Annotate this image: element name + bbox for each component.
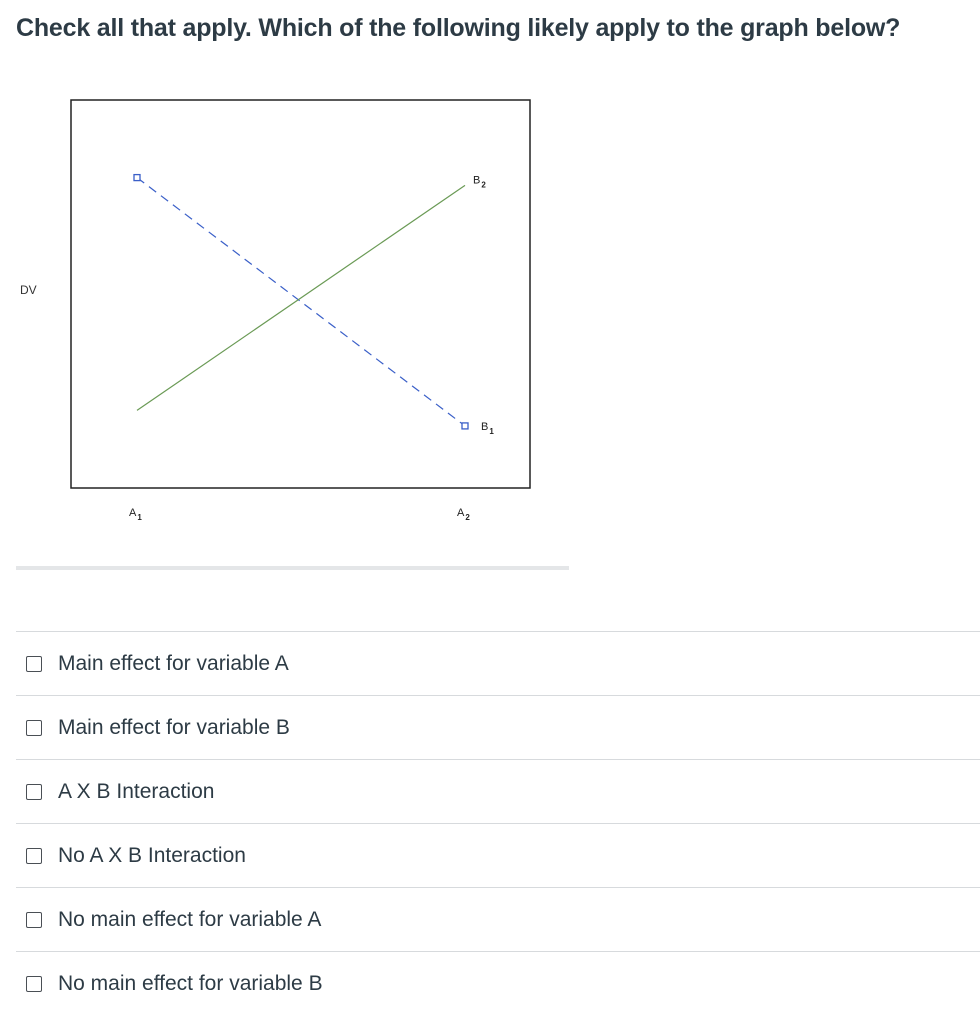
series-marker-b1-2: [462, 423, 468, 429]
y-axis-label: DV: [20, 283, 37, 297]
answer-option-main-effect-b[interactable]: [16, 695, 980, 759]
series-marker-b1-1: [134, 175, 140, 181]
question-title: Check all that apply. Which of the following likely apply to the graph below?: [16, 14, 901, 42]
graph-svg: [0, 90, 600, 550]
x-tick-label-a1: $A_1$: [129, 507, 142, 522]
answer-label[interactable]: No main effect for variable B: [58, 971, 323, 995]
answer-label[interactable]: Main effect for variable A: [58, 651, 289, 675]
checkbox[interactable]: [26, 656, 42, 672]
x-tick-label-a2: $A_2$: [457, 507, 470, 522]
answer-option-no-axb-interaction[interactable]: [16, 823, 980, 887]
answer-label[interactable]: Main effect for variable B: [58, 715, 290, 739]
checkbox[interactable]: [26, 848, 42, 864]
checkbox[interactable]: [26, 976, 42, 992]
answer-label[interactable]: No A X B Interaction: [58, 843, 246, 867]
checkbox[interactable]: [26, 912, 42, 928]
checkbox[interactable]: [26, 784, 42, 800]
x-axis-labels: [129, 507, 470, 522]
interaction-graph: [0, 90, 600, 550]
answer-list: [16, 631, 980, 1015]
series-label-b1: $B_1$: [481, 420, 494, 436]
checkbox[interactable]: [26, 720, 42, 736]
graph-frame: [71, 100, 530, 488]
answer-label[interactable]: A X B Interaction: [58, 779, 215, 803]
answer-option-axb-interaction[interactable]: [16, 759, 980, 823]
graph-divider: [16, 566, 569, 570]
answer-option-no-main-effect-a[interactable]: [16, 887, 980, 951]
series-label-b2: $B_2$: [473, 174, 486, 190]
answer-option-main-effect-a[interactable]: [16, 631, 980, 695]
answer-option-no-main-effect-b[interactable]: [16, 951, 980, 1015]
answer-label[interactable]: No main effect for variable A: [58, 907, 322, 931]
